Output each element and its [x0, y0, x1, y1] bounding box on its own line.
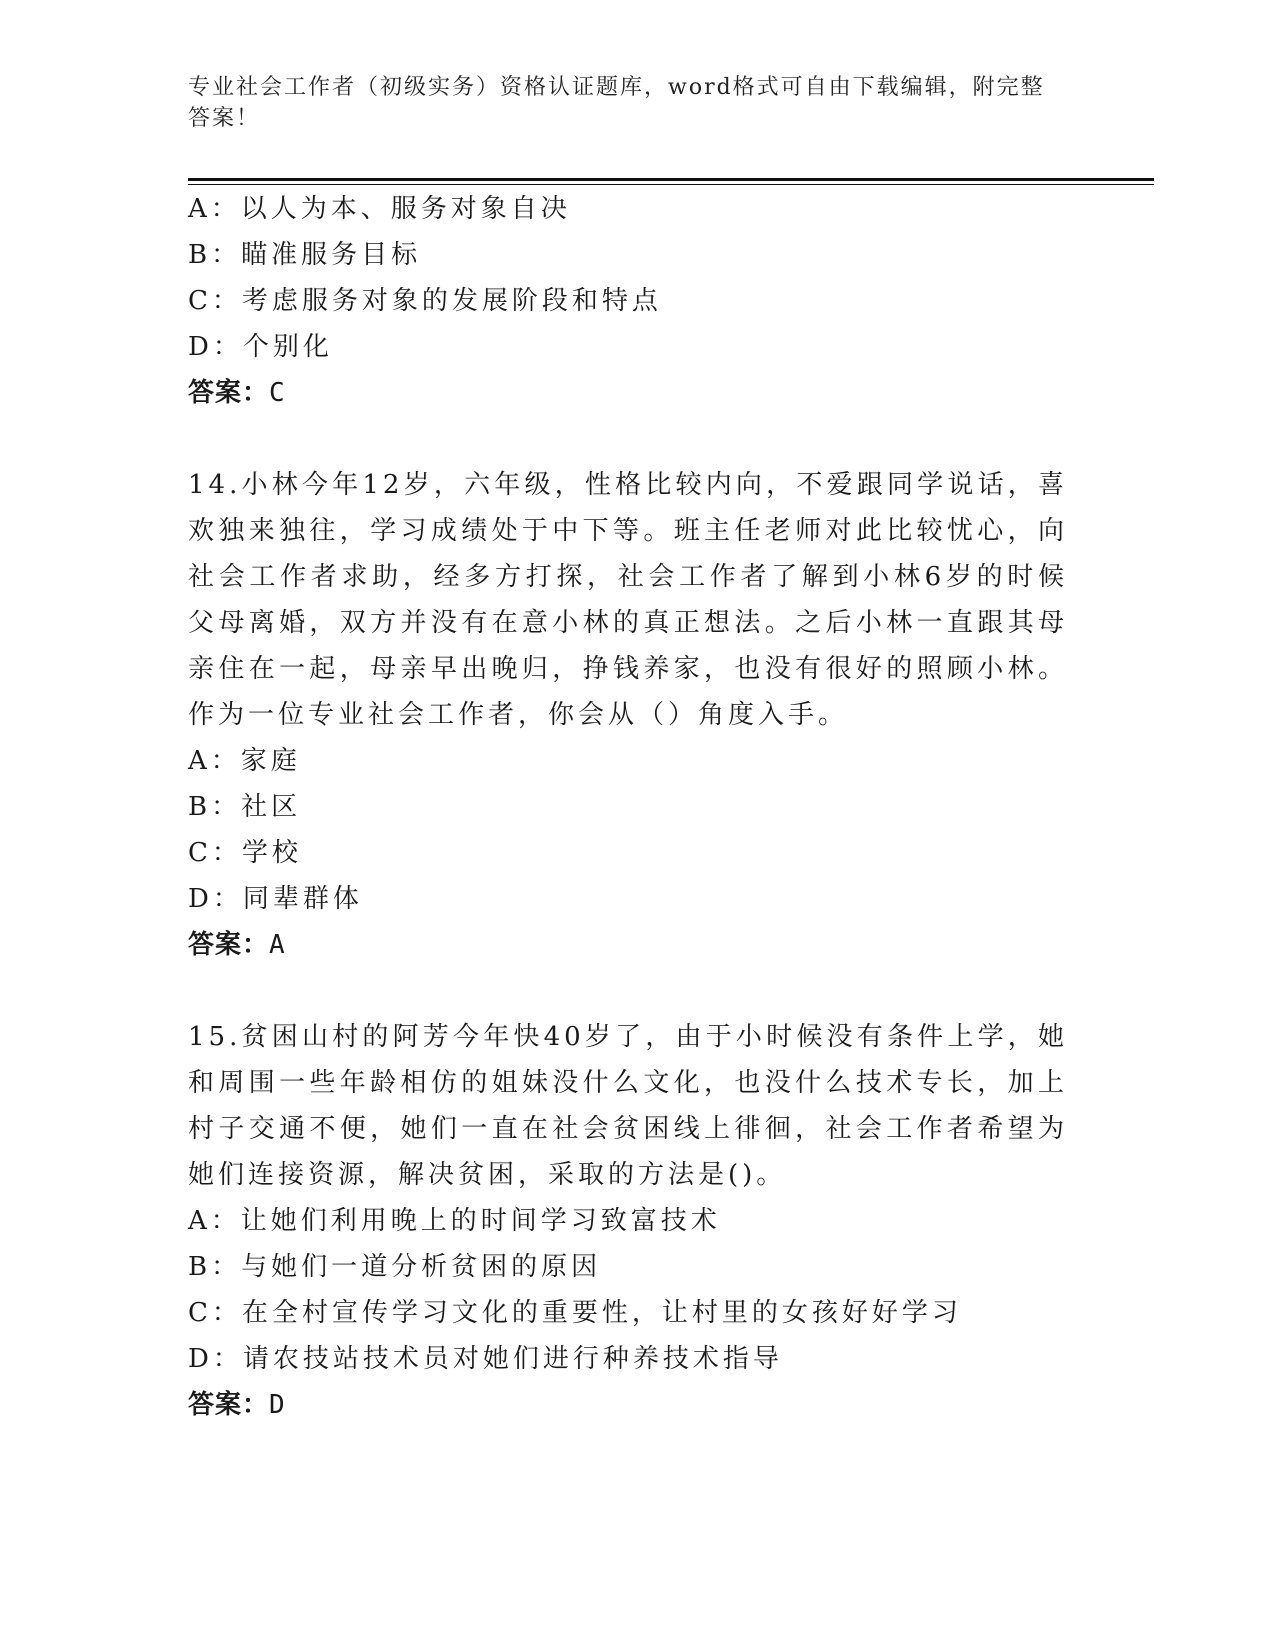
header-rule-thin [188, 184, 1154, 185]
question-14 [188, 462, 1068, 968]
option-d: D：请农技站技术员对她们进行种养技术指导 [188, 1344, 783, 1374]
spacer [188, 968, 1068, 1014]
option-d: D：同辈群体 [188, 884, 363, 914]
option-a: A：以人为本、服务对象自决 [188, 194, 571, 224]
answer-label: 答案： [188, 1390, 270, 1420]
option-a: A：家庭 [188, 746, 301, 776]
option-d: D：个别化 [188, 332, 333, 362]
option-b: B：瞄准服务目标 [188, 240, 422, 270]
option-b: B：与她们一道分析贫困的原因 [188, 1252, 602, 1282]
answer [188, 1382, 1068, 1428]
question-text: 14.小林今年12岁，六年级，性格比较内向，不爱跟同学说话，喜欢独来独往，学习成绩处于中下等。班主任老师对此比较忧心，向社会工作者求助，经多方打探，社会工作者了解到小林6岁的时候父母离婚，双方并没有在意小林的真正想法。之后小林一直跟其母亲住在一起，母亲早出晚归，挣钱养家，也没有很好的照顾小林。作为一位专业社会工作者，你会从（）角度入手。 [188, 470, 1068, 730]
answer-label: 答案： [188, 378, 270, 408]
spacer [188, 416, 1068, 462]
option-b: B：社区 [188, 792, 302, 822]
option-c: C：在全村宣传学习文化的重要性，让村里的女孩好好学习 [188, 1298, 962, 1328]
document-header: 专业社会工作者（初级实务）资格认证题库，word格式可自由下载编辑，附完整答案！ [188, 75, 1045, 131]
option-a: A：让她们利用晚上的时间学习致富技术 [188, 1206, 721, 1236]
question-content [188, 186, 1068, 1428]
question-15 [188, 1014, 1068, 1428]
question-13 [188, 186, 1068, 416]
option-c: C：考虑服务对象的发展阶段和特点 [188, 286, 662, 316]
answer [188, 370, 1068, 416]
answer-label: 答案： [188, 930, 270, 960]
answer-value: C [269, 378, 286, 408]
answer [188, 922, 1068, 968]
option-c: C：学校 [188, 838, 302, 868]
header-rule-thick [188, 178, 1154, 181]
answer-value: D [269, 1390, 286, 1420]
answer-value: A [269, 930, 286, 960]
question-text: 15.贫困山村的阿芳今年快40岁了，由于小时候没有条件上学，她和周围一些年龄相仿的姐妹没什么文化，也没什么技术专长，加上村子交通不便，她们一直在社会贫困线上徘徊，社会工作者希望为她们连接资源，解决贫困，采取的方法是()。 [188, 1022, 1068, 1190]
